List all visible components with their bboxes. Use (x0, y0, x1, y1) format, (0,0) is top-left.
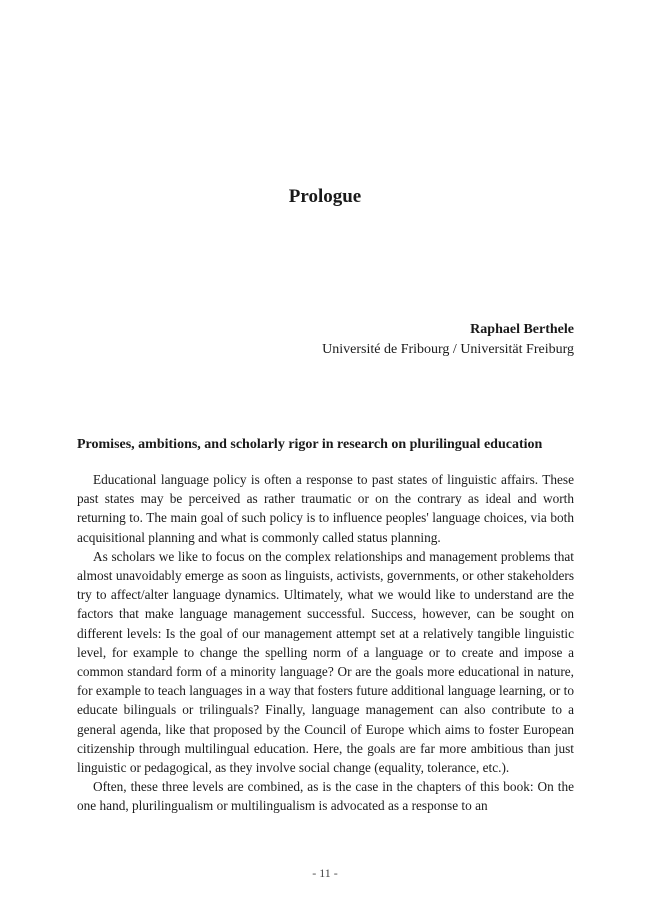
paragraph: Educational language policy is often a response to past states of linguistic affairs. These past states may be perceived as rather traumatic or on the contrary as ideal and worth returning to. The main goal of such policy is to influence peoples' language choices, via both acquisitional planning and what is commonly called status planning. (77, 472, 574, 545)
page-number: - 11 - (312, 866, 338, 880)
author-affiliation: Université de Fribourg / Universität Freiburg (322, 342, 574, 357)
page-title: Prologue (288, 186, 362, 207)
author-name: Raphael Berthele (470, 322, 574, 337)
section-heading: Promises, ambitions, and scholarly rigor in research on plurilingual education (77, 437, 543, 452)
paragraph: As scholars we like to focus on the complex relationships and management problems that almost unavoidably emerge as soon as linguists, activists, governments, or other stakeholders try to affect/alter language dynamics. Ultimately, what we would like to understand are the factors that make language management successful. Success, however, can be sought on different levels: Is the goal of our management attempt set at a relatively tangible linguistic level, for example to change the spelling norm of a language or to create and impose a common standard form of a minority language? Or are the goals more educational in nature, for example to teach languages in a way that fosters future additional language learning, or to educate bilinguals or trilinguals? Finally, language management can also contribute to a general agenda, like that proposed by the Council of Europe which aims to foster European citizenship through multilingual education. Here, the goals are far more ambitious than just linguistic or pedagogical, as they involve social change (equality, tolerance, etc.). (77, 548, 574, 776)
paragraph: Often, these three levels are combined, as is the case in the chapters of this book: On the one hand, plurilingualism or multilingualism is advocated as a response to an (77, 779, 574, 814)
body-text (77, 470, 574, 816)
author-block (322, 320, 574, 360)
